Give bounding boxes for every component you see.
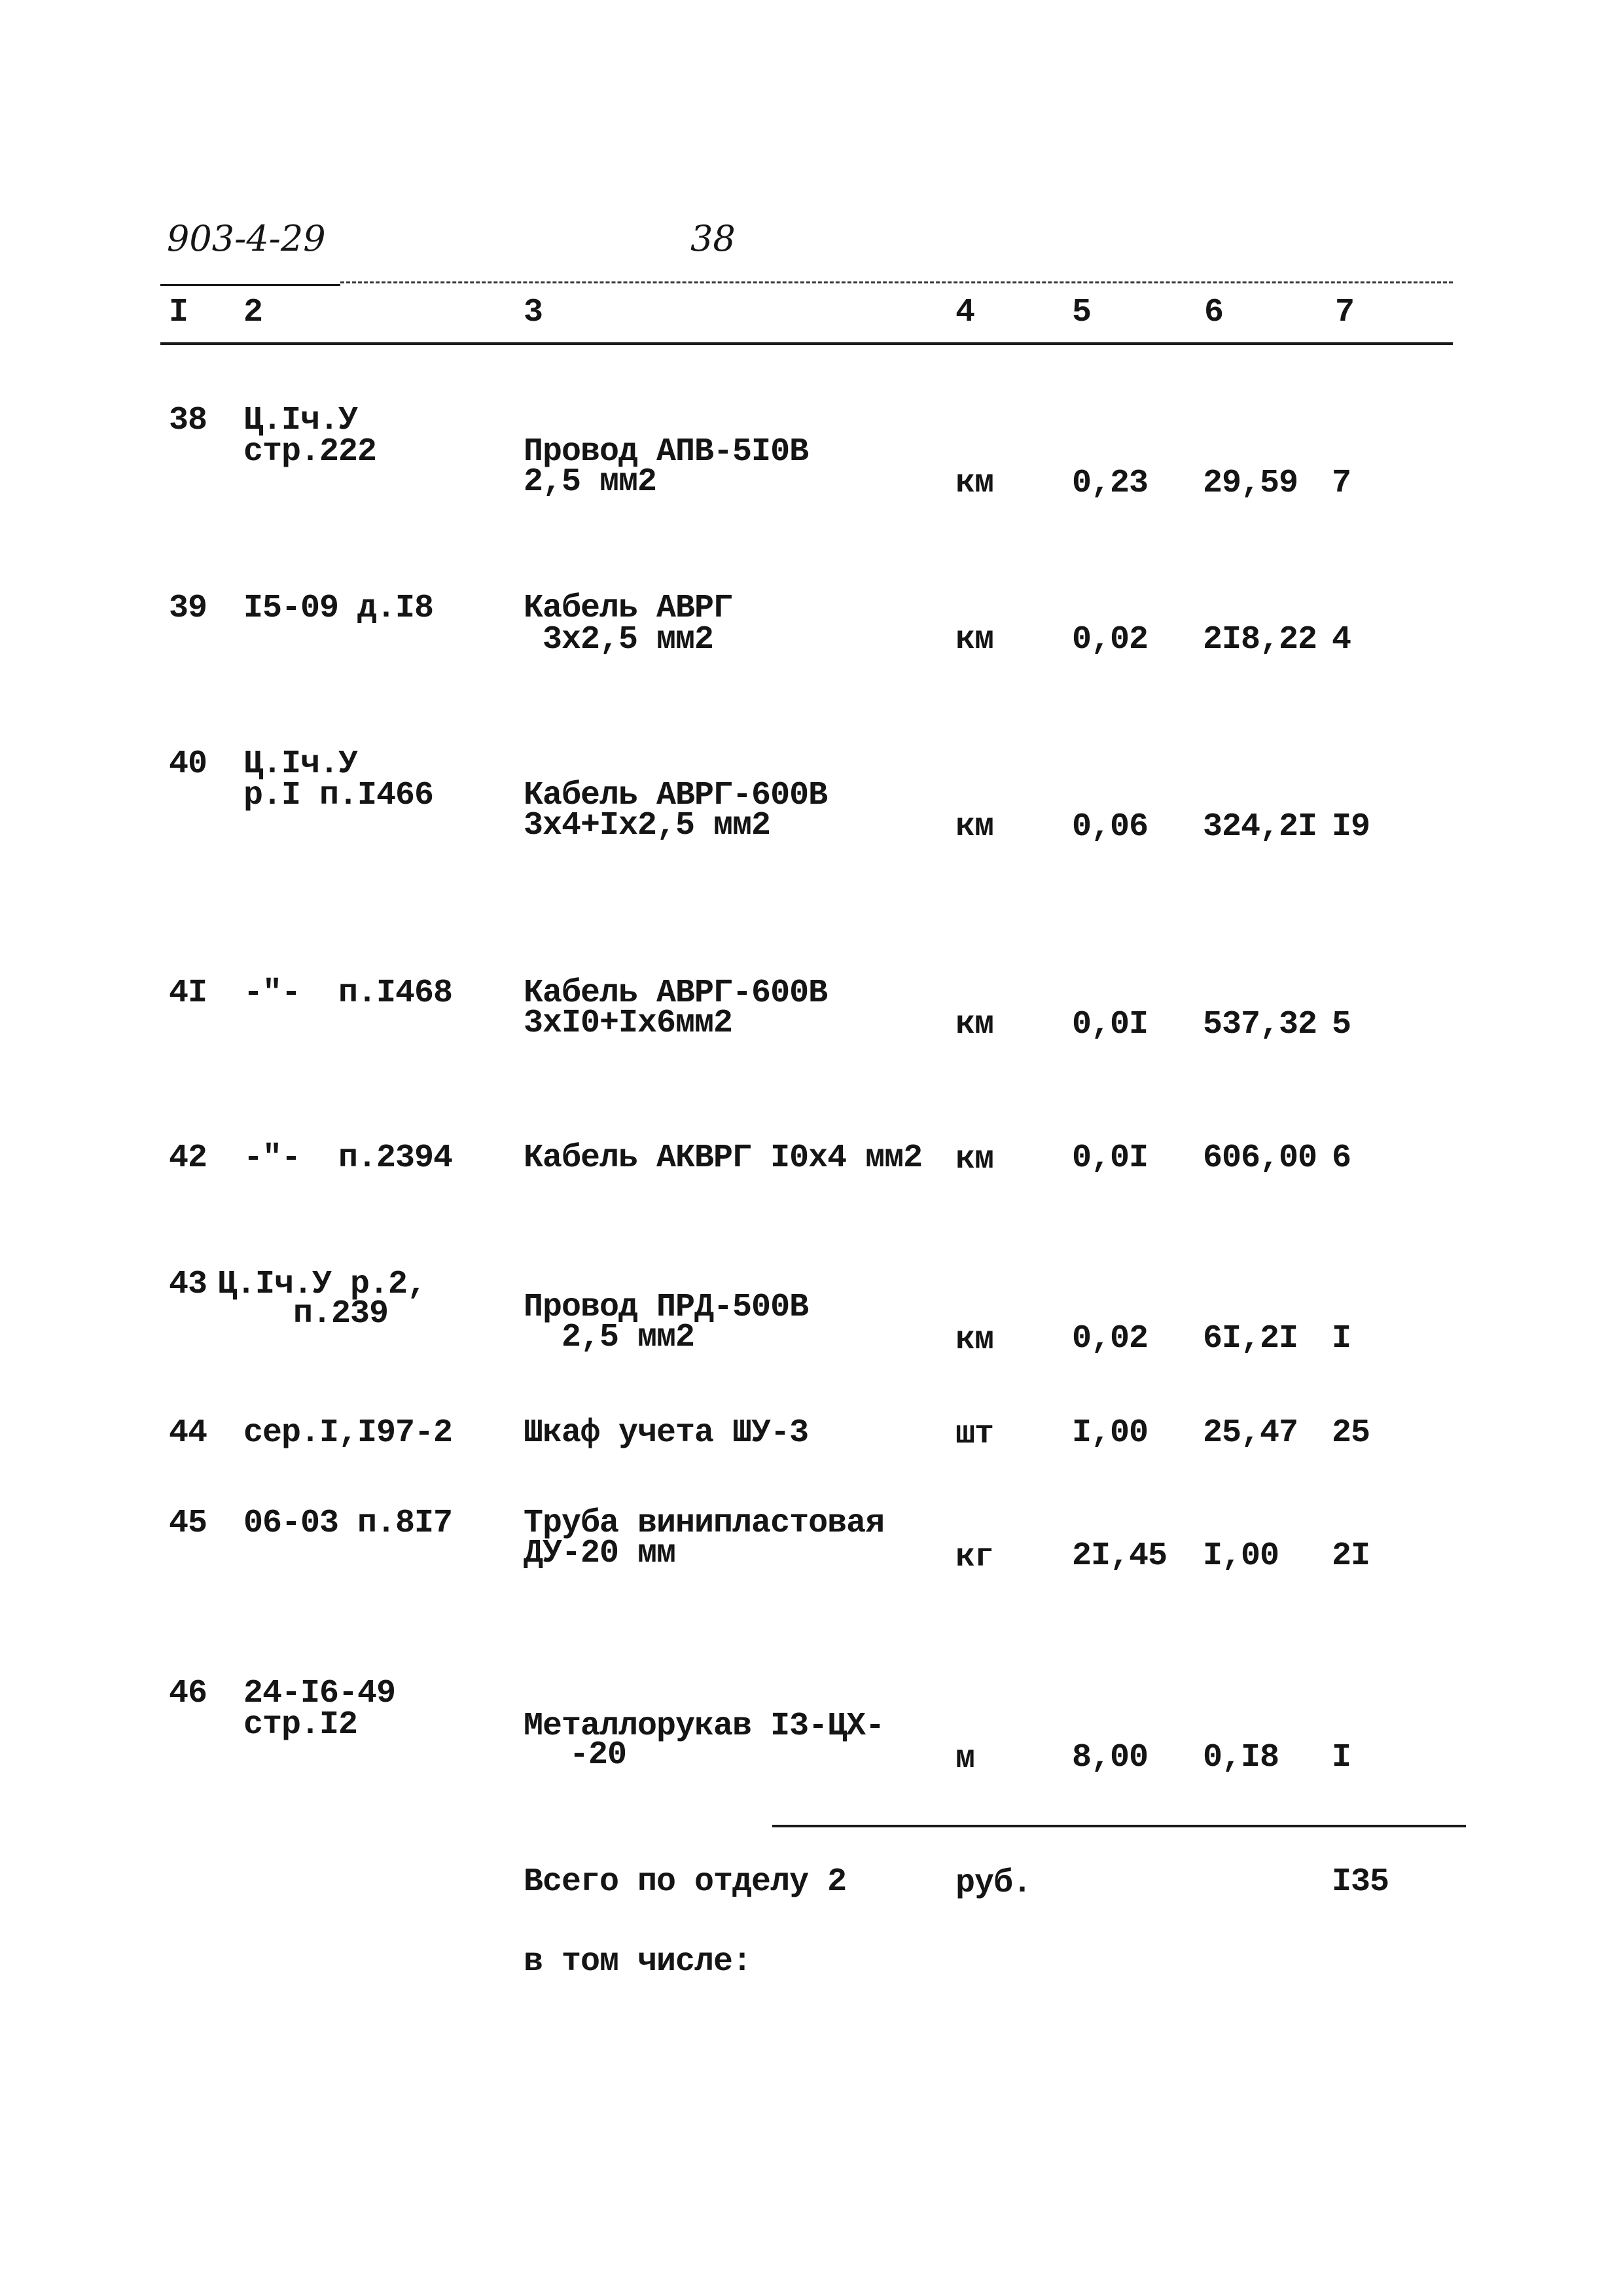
document-number: 903-4-29	[167, 218, 326, 259]
row-price: 2I8,22	[1203, 621, 1317, 658]
header-top-rule	[160, 284, 340, 286]
row-quantity: 0,06	[1072, 808, 1149, 846]
row-reference: Ц.Iч.У	[243, 745, 358, 783]
row-item-name: Труба винипластовая	[524, 1505, 885, 1542]
row-price: I,00	[1203, 1537, 1279, 1575]
row-reference: -"- п.2394	[243, 1139, 453, 1177]
row-unit: кг	[955, 1539, 994, 1576]
row-item-name: -20	[569, 1736, 627, 1774]
row-item-name: Провод ПРД-500В	[524, 1289, 809, 1326]
row-unit: шт	[955, 1416, 994, 1453]
row-number: 43	[169, 1266, 207, 1303]
row-reference: Ц.Iч.У	[243, 402, 358, 439]
row-quantity: 0,02	[1072, 621, 1149, 658]
summary-unit: руб.	[955, 1865, 1032, 1902]
row-total: 4	[1332, 621, 1351, 658]
row-total: 25	[1332, 1414, 1370, 1452]
row-total: 2I	[1332, 1537, 1370, 1575]
row-unit: км	[955, 808, 994, 846]
row-unit: км	[955, 1006, 994, 1043]
column-header-2: 2	[243, 294, 263, 331]
row-item-name: Кабель АВРГ-600В	[524, 975, 828, 1012]
row-item-name: 3х2,5 мм2	[524, 621, 714, 658]
row-item-name: Провод АПВ-5I0В	[524, 433, 809, 471]
row-quantity: 0,02	[1072, 1320, 1149, 1357]
row-reference: сер.I,I97-2	[243, 1414, 453, 1452]
row-total: I	[1332, 1739, 1351, 1776]
row-unit: км	[955, 465, 994, 502]
row-price: 606,00	[1203, 1139, 1317, 1177]
row-unit: м	[955, 1740, 975, 1778]
summary-total: I35	[1332, 1863, 1389, 1901]
row-unit: км	[955, 1141, 994, 1178]
row-item-name: 3хI0+Iх6мм2	[524, 1005, 733, 1042]
page-number: 38	[690, 218, 736, 259]
column-header-3: 3	[524, 294, 543, 331]
row-price: 29,59	[1203, 465, 1298, 502]
header-bottom-rule	[160, 342, 1453, 345]
row-item-name: Металлорукав I3-ЦХ-	[524, 1708, 885, 1745]
row-unit: км	[955, 1321, 994, 1359]
row-quantity: 0,23	[1072, 465, 1149, 502]
row-total: I	[1332, 1320, 1351, 1357]
row-item-name: Кабель АВРГ	[524, 590, 733, 627]
row-quantity: 0,0I	[1072, 1139, 1149, 1177]
row-number: 38	[169, 402, 207, 439]
row-item-name: 2,5 мм2	[524, 1319, 695, 1356]
row-number: 40	[169, 745, 207, 783]
row-item-name: Шкаф учета ШУ-3	[524, 1414, 809, 1452]
row-item-name: 3х4+Iх2,5 мм2	[524, 807, 771, 844]
row-reference: I5-09 д.I8	[243, 590, 434, 627]
row-number: 45	[169, 1505, 207, 1542]
row-price: 0,I8	[1203, 1739, 1279, 1776]
row-quantity: 8,00	[1072, 1739, 1149, 1776]
row-total: 7	[1332, 465, 1351, 502]
row-item-name: Кабель АВРГ-600В	[524, 777, 828, 814]
row-quantity: 0,0I	[1072, 1006, 1149, 1043]
row-item-name: ДУ-20 мм	[524, 1535, 676, 1572]
column-header-7: 7	[1335, 294, 1355, 331]
row-reference: стр.222	[243, 433, 377, 471]
column-header-6: 6	[1204, 294, 1224, 331]
row-number: 46	[169, 1675, 207, 1712]
row-price: 25,47	[1203, 1414, 1298, 1452]
row-item-name: 2,5 мм2	[524, 463, 657, 501]
row-quantity: I,00	[1072, 1414, 1149, 1452]
summary-label: Всего по отделу 2	[524, 1863, 847, 1901]
column-header-1: I	[169, 294, 188, 331]
row-number: 42	[169, 1139, 207, 1177]
row-number: 39	[169, 590, 207, 627]
row-reference: п.239	[217, 1295, 389, 1333]
summary-rule	[772, 1825, 1466, 1827]
row-reference: 06-03 п.8I7	[243, 1505, 453, 1542]
row-number: 4I	[169, 975, 207, 1012]
row-unit: км	[955, 621, 994, 658]
column-header-4: 4	[955, 294, 975, 331]
row-reference: стр.I2	[243, 1706, 358, 1744]
row-price: 324,2I	[1203, 808, 1317, 846]
summary-note: в том числе:	[524, 1943, 752, 1981]
row-price: 6I,2I	[1203, 1320, 1298, 1357]
row-reference: -"- п.I468	[243, 975, 453, 1012]
row-reference: 24-I6-49	[243, 1675, 396, 1712]
row-total: 5	[1332, 1006, 1351, 1043]
column-header-5: 5	[1072, 294, 1092, 331]
row-reference: Ц.Iч.У р.2,	[217, 1266, 427, 1303]
row-quantity: 2I,45	[1072, 1537, 1168, 1575]
row-number: 44	[169, 1414, 207, 1452]
row-item-name: Кабель АКВРГ I0х4 мм2	[524, 1139, 923, 1177]
row-total: 6	[1332, 1139, 1351, 1177]
row-total: I9	[1332, 808, 1370, 846]
top-divider	[340, 281, 1453, 283]
row-reference: р.I п.I466	[243, 777, 434, 814]
row-price: 537,32	[1203, 1006, 1317, 1043]
